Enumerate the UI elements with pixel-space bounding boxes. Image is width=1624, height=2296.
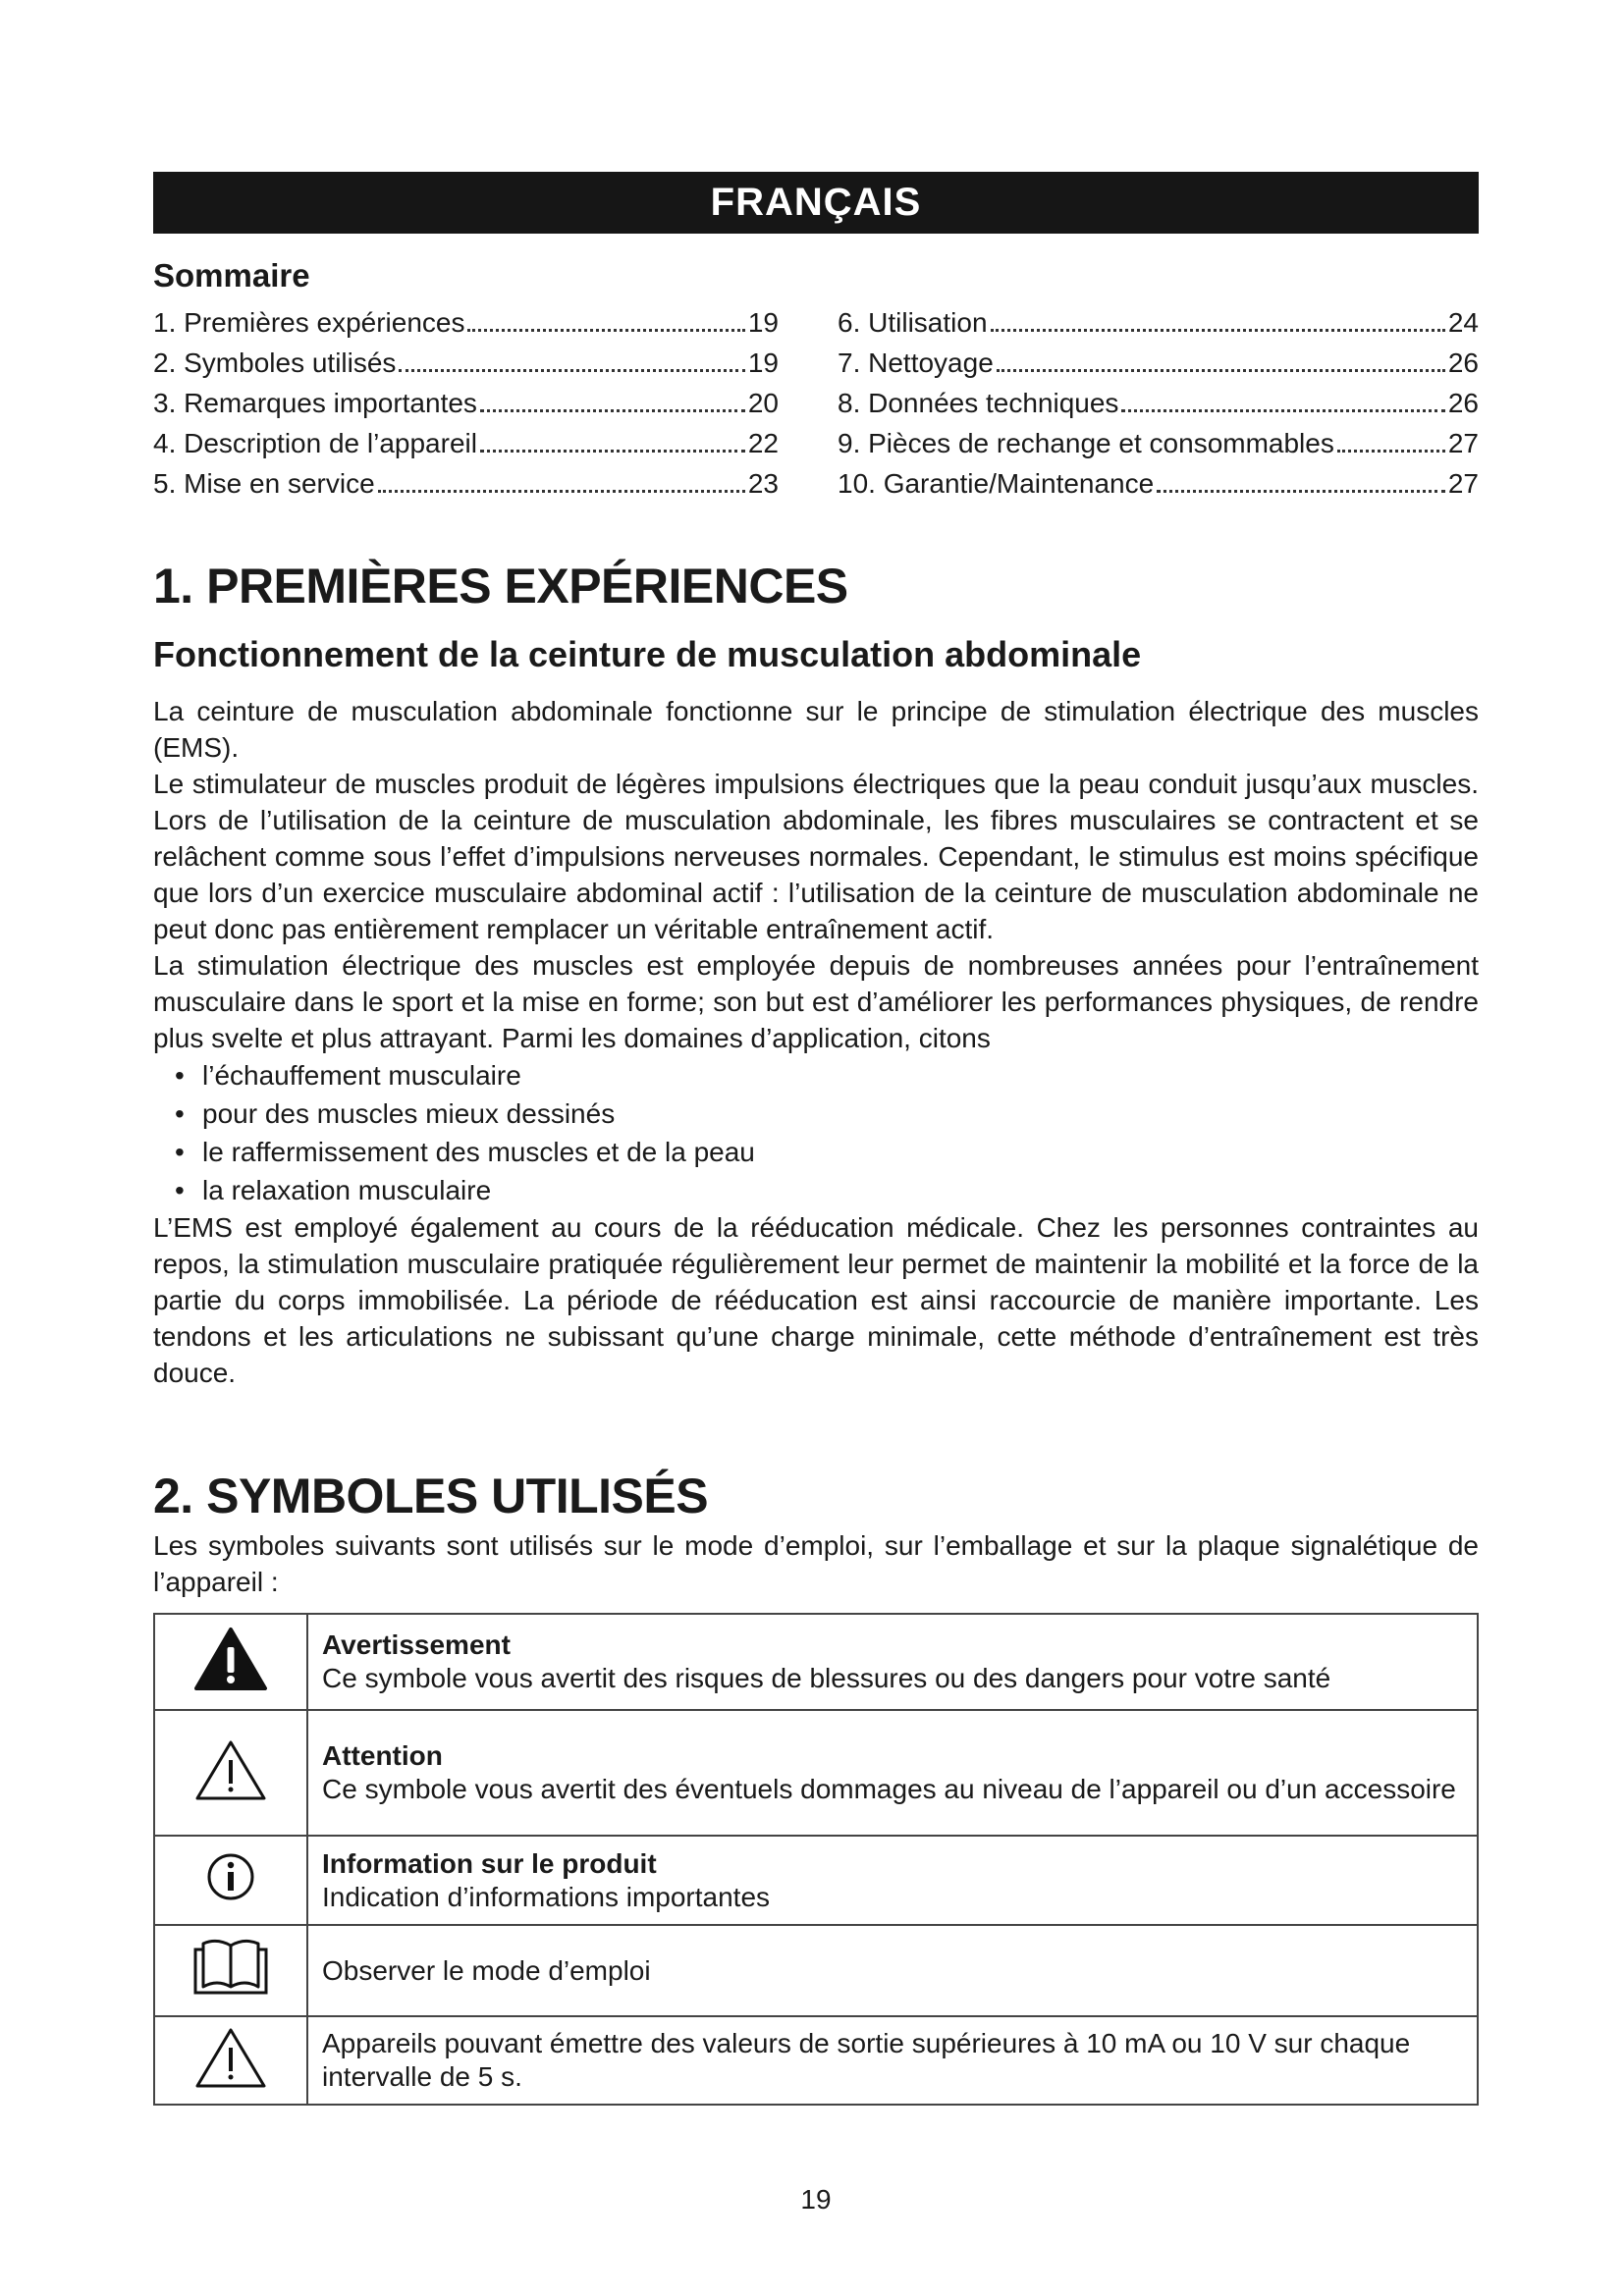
toc-entry[interactable]: 7. Nettoyage 26 — [838, 347, 1479, 378]
symbol-description: Ce symbole vous avertit des risques de blessures ou des dangers pour votre santé — [322, 1663, 1331, 1693]
toc-entry[interactable]: 3. Remarques importantes 20 — [153, 388, 779, 418]
section-1-body — [153, 693, 1479, 1391]
warning-filled-icon — [193, 1627, 268, 1691]
paragraph: L’EMS est employé également au cours de la rééducation médicale. Chez les personnes contraintes au repos, la stimulation musculaire pratiquée régulièrement leur permet de maintenir la mobilité et la force de la partie du corps immobilisée. La période de rééducation est ainsi raccourcie de manière importante. Les tendons et les articulations ne subissant qu’une charge minimale, cette méthode d’entraînement est très douce. — [153, 1212, 1479, 1388]
symbol-description: Appareils pouvant émettre des valeurs de sortie supérieures à 10 mA ou 10 V sur chaque intervalle de 5 s. — [322, 2028, 1411, 2092]
symbol-description: Ce symbole vous avertit des éventuels dommages au niveau de l’appareil ou d’un accessoire — [322, 1774, 1456, 1804]
toc-entry[interactable]: 2. Symboles utilisés 19 — [153, 347, 779, 378]
symbol-title: Attention — [322, 1740, 443, 1771]
manual-book-icon — [191, 1938, 270, 1997]
bullet-icon: • — [175, 1060, 185, 1091]
symbol-title: Information sur le produit — [322, 1847, 657, 1879]
section-1-heading: 1. PREMIÈRES EXPÉRIENCES — [153, 559, 848, 614]
page-number: 19 — [800, 2184, 832, 2215]
table-row — [154, 1710, 1478, 1836]
bullet-icon: • — [175, 1098, 185, 1129]
toc-entry[interactable]: 4. Description de l’appareil 22 — [153, 428, 779, 458]
table-row — [154, 2016, 1478, 2105]
caution-outline-icon — [194, 2026, 267, 2089]
toc-title: Sommaire — [153, 257, 310, 294]
section-2-heading: 2. SYMBOLES UTILISÉS — [153, 1468, 709, 1523]
symbols-table — [153, 1613, 1479, 2106]
toc-left-column — [153, 302, 779, 504]
toc-entry[interactable]: 8. Données techniques 26 — [838, 388, 1479, 418]
paragraph: La stimulation électrique des muscles est employée depuis de nombreuses années pour l’entraînement musculaire dans le sport et la mise en forme; son but est d’améliorer les performances physiques, de rendre plus svelte et plus attrayant. Parmi les domaines d’application, citons — [153, 950, 1479, 1053]
paragraph: La ceinture de musculation abdominale fonctionne sur le principe de stimulation électrique des muscles (EMS). — [153, 696, 1479, 763]
toc-right-column — [838, 302, 1479, 504]
section-1-subheading: Fonctionnement de la ceinture de musculation abdominale — [153, 634, 1142, 674]
caution-outline-icon — [194, 1738, 267, 1801]
table-row — [154, 1925, 1478, 2016]
list-item: • le raffermissement des muscles et de la peau — [175, 1133, 1479, 1171]
symbol-description: Indication d’informations importantes — [322, 1881, 771, 1912]
toc-entry[interactable]: 9. Pièces de rechange et consommables 27 — [838, 428, 1479, 458]
section-2-intro: Les symboles suivants sont utilisés sur le mode d’emploi, sur l’emballage et sur la plaque signalétique de l’appareil : — [153, 1530, 1479, 1597]
list-item: • l’échauffement musculaire — [175, 1056, 1479, 1095]
application-list — [153, 1056, 1479, 1209]
toc-entry[interactable]: 10. Garantie/Maintenance 27 — [838, 468, 1479, 499]
toc-entry[interactable]: 6. Utilisation 24 — [838, 307, 1479, 338]
paragraph: Le stimulateur de muscles produit de légères impulsions électriques que la peau conduit jusqu’aux muscles. Lors de l’utilisation de la ceinture de musculation abdominale, les fibres musculaires se contractent et se relâchent comme sous l’effet d’impulsions nerveuses normales. Cependant, le stimulus est moins spécifique que lors d’un exercice musculaire abdominal actif : l’utilisation de la ceinture de musculation abdominale ne peut donc pas entièrement remplacer un véritable entraînement actif. — [153, 769, 1479, 944]
table-row — [154, 1836, 1478, 1925]
toc-entry[interactable]: 5. Mise en service 23 — [153, 468, 779, 499]
toc-entry[interactable]: 1. Premières expériences 19 — [153, 307, 779, 338]
list-item: • la relaxation musculaire — [175, 1171, 1479, 1209]
language-header: FRANÇAIS — [153, 172, 1479, 234]
symbol-title: Avertissement — [322, 1629, 511, 1660]
table-row — [154, 1614, 1478, 1710]
symbol-description: Observer le mode d’emploi — [322, 1954, 651, 1986]
bullet-icon: • — [175, 1175, 185, 1205]
info-icon — [206, 1852, 255, 1901]
list-item: • pour des muscles mieux dessinés — [175, 1095, 1479, 1133]
bullet-icon: • — [175, 1137, 185, 1167]
